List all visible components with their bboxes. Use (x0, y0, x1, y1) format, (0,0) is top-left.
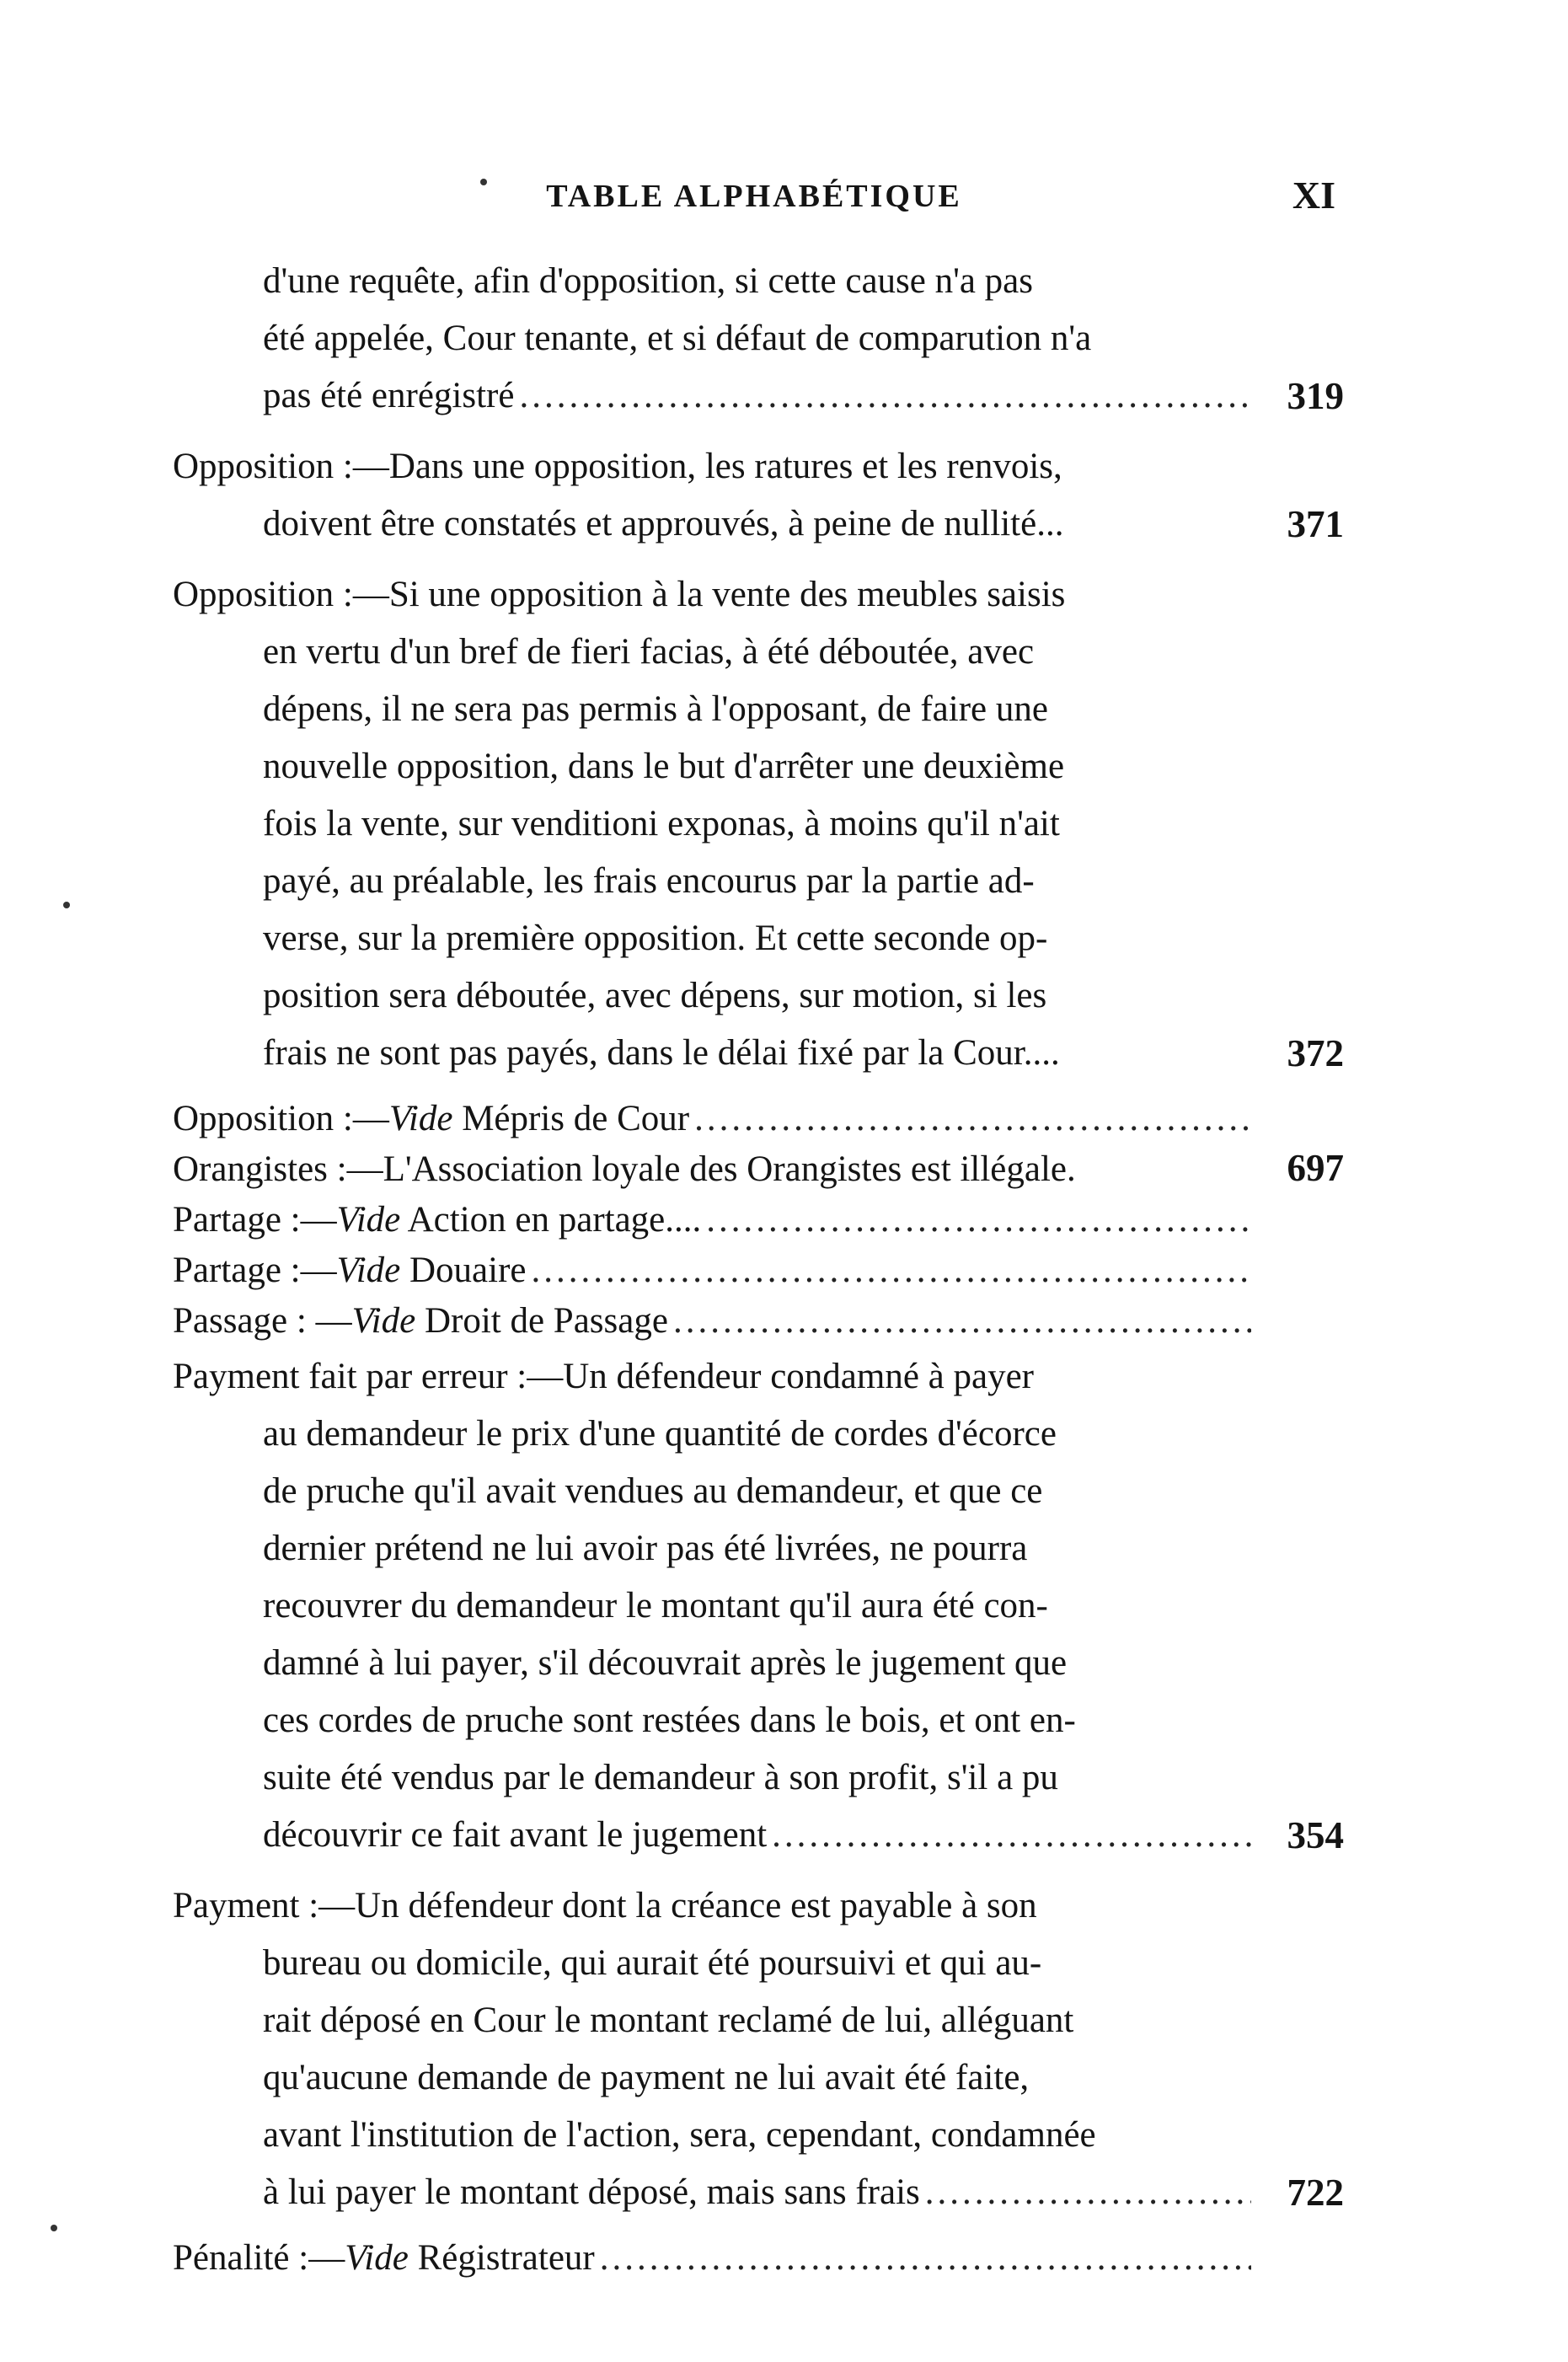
index-entry (173, 566, 1344, 1082)
page-reference: 722 (1287, 2172, 1344, 2214)
vide-reference: Vide (336, 1200, 401, 1240)
entry-line: Orangistes :—L'Association loyale des Orangistes est illégale. (173, 1149, 1076, 1189)
entry-line: ces cordes de pruche sont restées dans le bois, et ont en- (263, 1701, 1076, 1740)
entry-head: Passage : — (173, 1301, 352, 1341)
entry-line: damné à lui payer, s'il découvrait après le jugement que (263, 1643, 1068, 1683)
page-reference: 354 (1287, 1814, 1344, 1856)
index-entries (173, 253, 1344, 2285)
dot-leader (694, 1095, 1251, 1143)
print-speck (63, 902, 70, 908)
index-entry (173, 2235, 1344, 2282)
entry-line: Opposition :—Si une opposition à la vente des meubles saisis (173, 575, 1066, 614)
index-entry (173, 1095, 1344, 1143)
cross-reference: Mépris de Cour (452, 1099, 690, 1138)
dot-leader (519, 367, 1251, 425)
print-speck (51, 2225, 57, 2231)
dot-leader (673, 1298, 1251, 1345)
entry-line: d'une requête, afin d'opposition, si cette cause n'a pas (263, 261, 1034, 301)
entry-line: à lui payer le montant déposé, mais sans frais (263, 2172, 920, 2212)
page-reference: 319 (1287, 375, 1344, 417)
cross-reference: Droit de Passage (415, 1301, 668, 1341)
cross-reference: Douaire (400, 1251, 527, 1290)
entry-line: rait déposé en Cour le montant reclamé de lui, alléguant (263, 2000, 1074, 2040)
dot-leader (772, 1807, 1251, 1864)
running-title: TABLE ALPHABÉTIQUE (546, 179, 962, 214)
index-entry (173, 1197, 1344, 1244)
page-folio: XI (1292, 174, 1335, 217)
entry-line: de pruche qu'il avait vendues au demandeur, et que ce (263, 1471, 1043, 1511)
entry-head: Partage :— (173, 1200, 337, 1240)
entry-line: payé, au préalable, les frais encourus par la partie ad- (263, 861, 1035, 901)
entry-line: dernier prétend ne lui avoir pas été livrées, ne pourra (263, 1529, 1028, 1568)
entry-head: Partage :— (173, 1251, 337, 1290)
index-entry (173, 1877, 1344, 2221)
index-entry (173, 1298, 1344, 1345)
entry-line: avant l'institution de l'action, sera, cependant, condamnée (263, 2115, 1096, 2155)
entry-line: été appelée, Cour tenante, et si défaut de comparution n'a (263, 319, 1092, 358)
entry-leader-line (173, 2235, 1251, 2282)
page-reference: 372 (1287, 1032, 1344, 1074)
entry-line: qu'aucune demande de payment ne lui avait été faite, (263, 2058, 1030, 2097)
entry-line: dépens, il ne sera pas permis à l'opposant, de faire une (263, 689, 1048, 729)
entry-line: fois la vente, sur venditioni exponas, à moins qu'il n'ait (263, 804, 1060, 844)
entry-leader-line (173, 1807, 1251, 1864)
index-entry (173, 1247, 1344, 1294)
entry-leader-line (173, 1095, 1251, 1143)
index-entry (173, 1146, 1344, 1193)
entry-line: bureau ou domicile, qui aurait été poursuivi et qui au- (263, 1943, 1042, 1983)
vide-reference: Vide (336, 1251, 401, 1290)
running-header (173, 173, 1335, 223)
entry-line: position sera déboutée, avec dépens, sur motion, si les (263, 976, 1047, 1015)
print-speck (480, 179, 487, 185)
entry-line: en vertu d'un bref de fieri facias, à été déboutée, avec (263, 632, 1035, 672)
index-entry (173, 253, 1344, 425)
entry-line: au demandeur le prix d'une quantité de cordes d'écorce (263, 1414, 1057, 1454)
entry-line: recouvrer du demandeur le montant qu'il aura été con- (263, 1586, 1048, 1626)
entry-leader-line (173, 367, 1251, 425)
entry-line: doivent être constatés et approuvés, à peine de nullité... (263, 504, 1064, 544)
dot-leader (706, 1197, 1251, 1244)
vide-reference: Vide (351, 1301, 416, 1341)
cross-reference: Régistrateur (408, 2238, 595, 2278)
entry-leader-line (173, 1298, 1251, 1345)
vide-reference: Vide (388, 1099, 453, 1138)
entry-line: découvrir ce fait avant le jugement (263, 1815, 768, 1855)
entry-line: suite été vendus par le demandeur à son profit, s'il a pu (263, 1758, 1058, 1797)
entry-leader-line (173, 1197, 1251, 1244)
index-entry (173, 438, 1344, 553)
entry-line: pas été enrégistré (263, 376, 515, 415)
entry-line: frais ne sont pas payés, dans le délai fixé par la Cour.... (263, 1033, 1060, 1073)
dot-leader (600, 2235, 1251, 2282)
entry-line: Payment :—Un défendeur dont la créance est payable à son (173, 1886, 1037, 1925)
entry-line: nouvelle opposition, dans le but d'arrêter une deuxième (263, 747, 1065, 786)
entry-head: Opposition :— (173, 1099, 389, 1138)
index-entry (173, 1348, 1344, 1864)
entry-leader-line (173, 1247, 1251, 1294)
entry-line: verse, sur la première opposition. Et cette seconde op- (263, 919, 1048, 958)
entry-line: Opposition :—Dans une opposition, les ratures et les renvois, (173, 447, 1062, 486)
entry-line: Payment fait par erreur :—Un défendeur condamné à payer (173, 1357, 1034, 1396)
entry-head: Pénalité :— (173, 2238, 345, 2278)
dot-leader (532, 1247, 1252, 1294)
cross-reference: Action en partage.... (400, 1200, 702, 1240)
entry-leader-line (173, 2164, 1251, 2221)
page-reference: 697 (1287, 1147, 1344, 1189)
page-reference: 371 (1287, 503, 1344, 545)
dot-leader (925, 2164, 1251, 2221)
vide-reference: Vide (345, 2238, 409, 2278)
